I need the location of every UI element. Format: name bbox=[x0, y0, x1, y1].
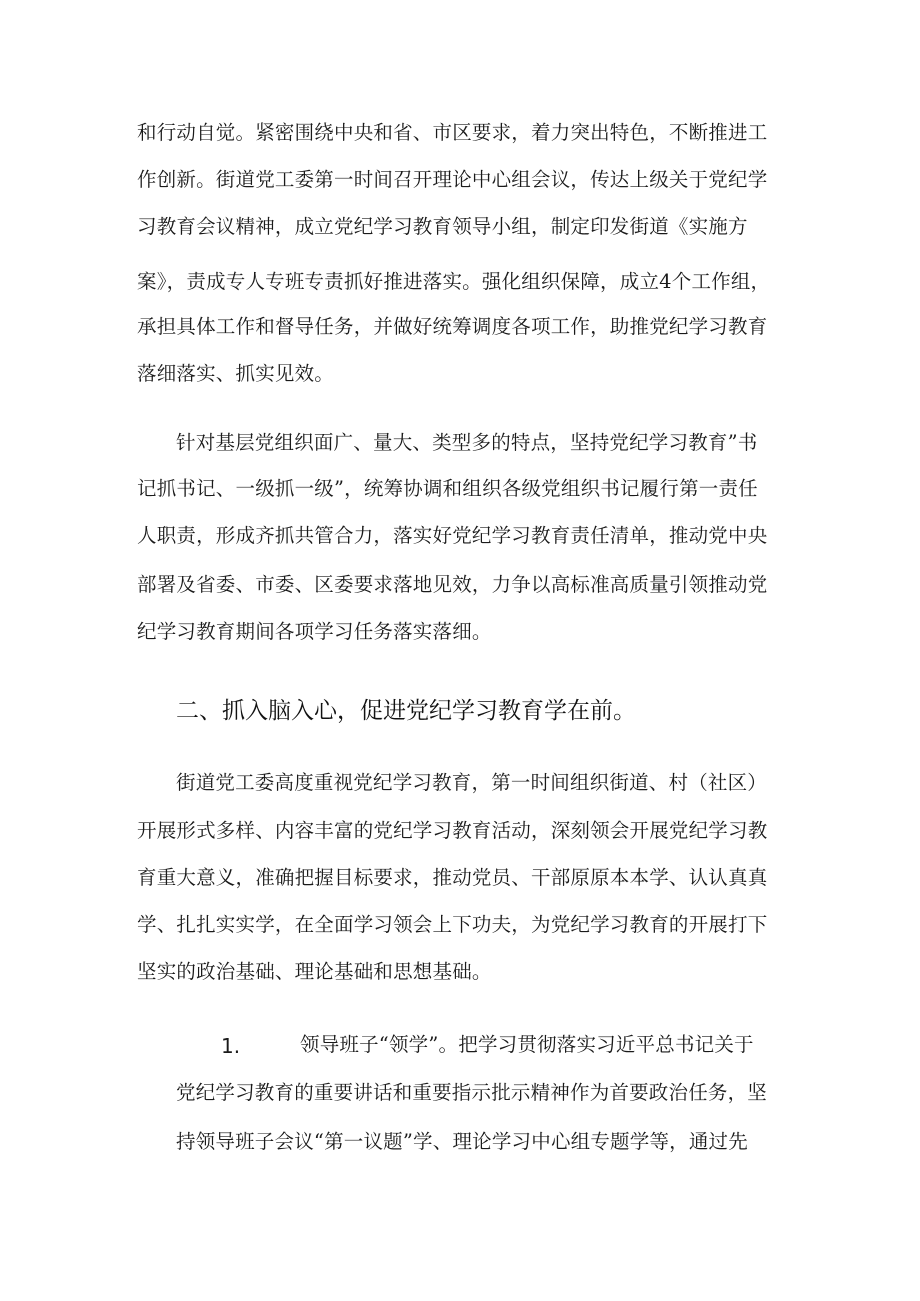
paragraph-line: 记抓书记、一级抓一级”，统筹协调和组织各级党组织书记履行第一责任 bbox=[137, 477, 758, 500]
paragraph-line: 作创新。街道党工委第一时间召开理论中心组会议，传达上级关于党纪学 bbox=[137, 168, 768, 191]
paragraph-line: 针对基层党组织面广、量大、类型多的特点，坚持党纪学习教育”书 bbox=[176, 431, 758, 454]
list-item-line: 持领导班子会议“第一议题”学、理论学习中心组专题学等，通过先 bbox=[176, 1130, 748, 1153]
paragraph-line: 开展形式多样、内容丰富的党纪学习教育活动，深刻领会开展党纪学习教 bbox=[137, 819, 768, 842]
list-item-line: 党纪学习教育的重要讲话和重要指示批示精神作为首要政治任务，坚 bbox=[176, 1081, 768, 1104]
paragraph-line: 案》，责成专人专班专责抓好推进落实。强化组织保障，成立4个工作组， bbox=[137, 270, 771, 293]
paragraph-line: 坚实的政治基础、理论基础和思想基础。 bbox=[137, 960, 492, 983]
paragraph-line: 承担具体工作和督导任务，并做好统筹调度各项工作，助推党纪学习教育 bbox=[137, 315, 768, 338]
paragraph-line: 育重大意义，准确把握目标要求，推动党员、干部原原本本学、认认真真 bbox=[137, 866, 768, 889]
paragraph-line: 人职责，形成齐抓共管合力，落实好党纪学习教育责任清单，推动党中央 bbox=[137, 524, 768, 547]
list-item-number: 1. bbox=[221, 1034, 241, 1058]
paragraph-line: 学、扎扎实实学，在全面学习领会上下功夫，为党纪学习教育的开展打下 bbox=[137, 913, 768, 936]
paragraph-line: 街道党工委高度重视党纪学习教育，第一时间组织街道、村（社区） bbox=[176, 771, 768, 794]
paragraph-line: 部署及省委、市委、区委要求落地见效，力争以高标准高质量引领推动党 bbox=[137, 573, 768, 596]
paragraph-line: 落细落实、抓实见效。 bbox=[137, 362, 335, 385]
paragraph-line: 习教育会议精神，成立党纪学习教育领导小组，制定印发街道《实施方 bbox=[137, 215, 748, 238]
paragraph-line: 和行动自觉。紧密围绕中央和省、市区要求，着力突出特色，不断推进工 bbox=[137, 121, 768, 144]
list-item-line: 领导班子“领学”。把学习贯彻落实习近平总书记关于 bbox=[300, 1033, 754, 1056]
section-heading: 二、抓入脑入心，促进党纪学习教育学在前。 bbox=[176, 698, 636, 724]
paragraph-line: 纪学习教育期间各项学习任务落实落细。 bbox=[137, 620, 492, 643]
